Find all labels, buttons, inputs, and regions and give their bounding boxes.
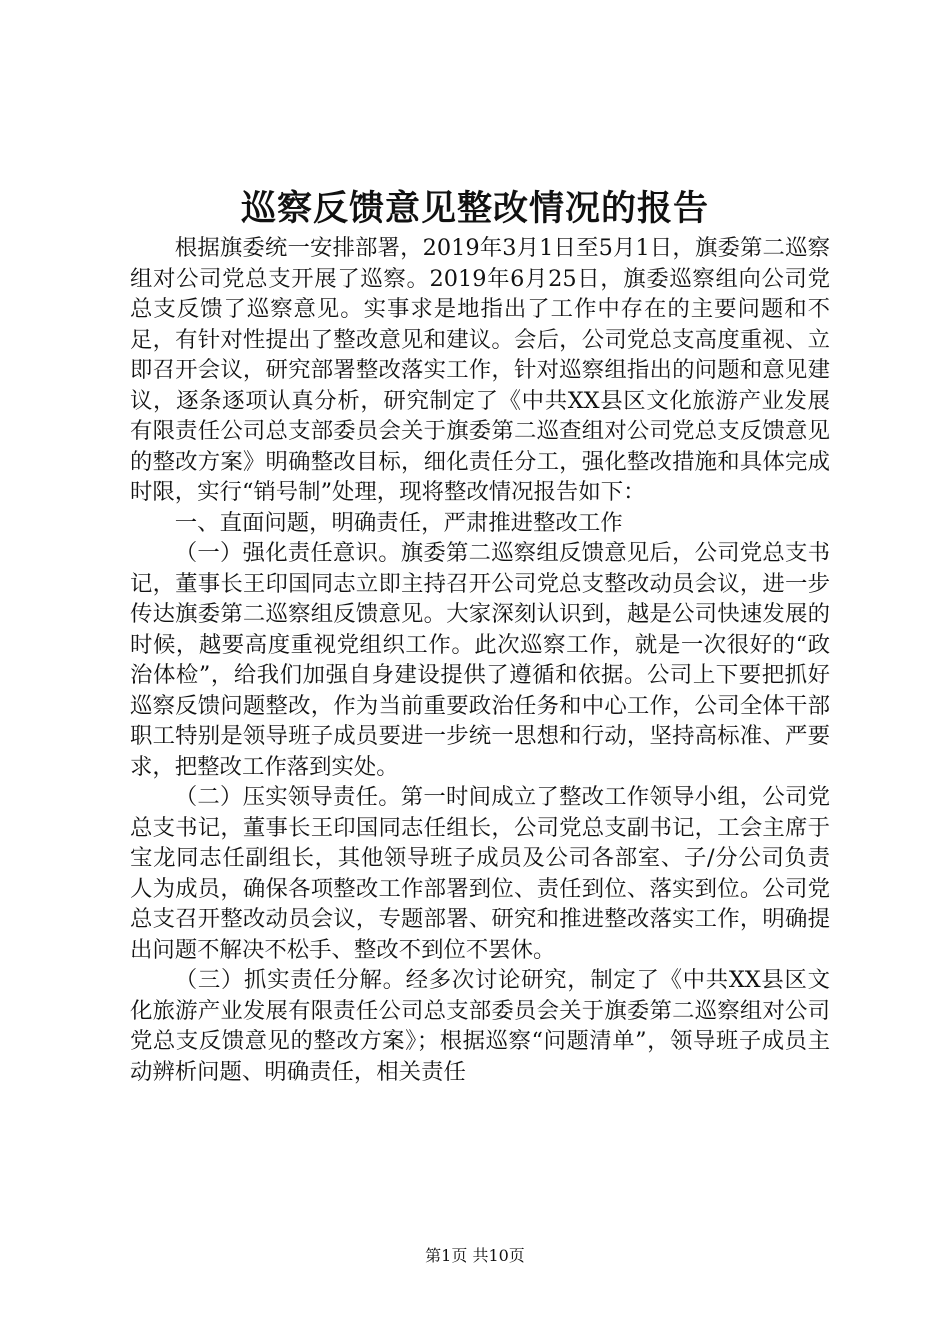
paragraph-item-2: （二）压实领导责任。第一时间成立了整改工作领导小组，公司党总支书记，董事长王印国同志任组长，公司党总支副书记，工会主席于宝龙同志任副组长，其他领导班子成员及公司各部室、子/分公司负责人为成员，确保各项整改工作部署到位、责任到位、落实到位。公司党总支召开整改动员会议，专题部署、研究和推进整改落实工作，明确提出问题不解决不松手、整改不到位不罢休。 xyxy=(130,784,830,963)
document-body xyxy=(130,233,830,1087)
paragraph-item-1: （一）强化责任意识。旗委第二巡察组反馈意见后，公司党总支书记，董事长王印国同志立即主持召开公司党总支整改动员会议，进一步传达旗委第二巡察组反馈意见。大家深刻认识到，越是公司快速发展的时候，越要高度重视党组织工作。此次巡察工作，就是一次很好的“政治体检”，给我们加强自身建设提供了遵循和依据。公司上下要把抓好巡察反馈问题整改，作为当前重要政治任务和中心工作，公司全体干部职工特别是领导班子成员要进一步统一思想和行动，坚持高标准、严要求，把整改工作落到实处。 xyxy=(130,540,830,780)
document-title: 巡察反馈意见整改情况的报告 xyxy=(240,188,709,229)
paragraph-item-3: （三）抓实责任分解。经多次讨论研究，制定了《中共XX县区文化旅游产业发展有限责任公司总支部委员会关于旗委第二巡察组对公司党总支反馈意见的整改方案》；根据巡察“问题清单”，领导班子成员主动辨析问题、明确责任，相关责任 xyxy=(130,967,830,1085)
paragraph-intro: 根据旗委统一安排部署，2019年3月1日至5月1日，旗委第二巡察组对公司党总支开展了巡察。2019年6月25日，旗委巡察组向公司党总支反馈了巡察意见。实事求是地指出了工作中存在的主要问题和不足，有针对性提出了整改意见和建议。会后，公司党总支高度重视、立即召开会议，研究部署整改落实工作，针对巡察组指出的问题和意见建议，逐条逐项认真分析，研究制定了《中共XX县区文化旅游产业发展有限责任公司总支部委员会关于旗委第二巡查组对公司党总支反馈意见的整改方案》明确整改目标，细化责任分工，强化整改措施和具体完成时限，实行“销号制”处理，现将整改情况报告如下： xyxy=(130,235,830,505)
page-number-footer: 第1页 共10页 xyxy=(425,1246,525,1265)
section-heading-1: 一、直面问题，明确责任，严肃推进整改工作 xyxy=(174,509,623,536)
